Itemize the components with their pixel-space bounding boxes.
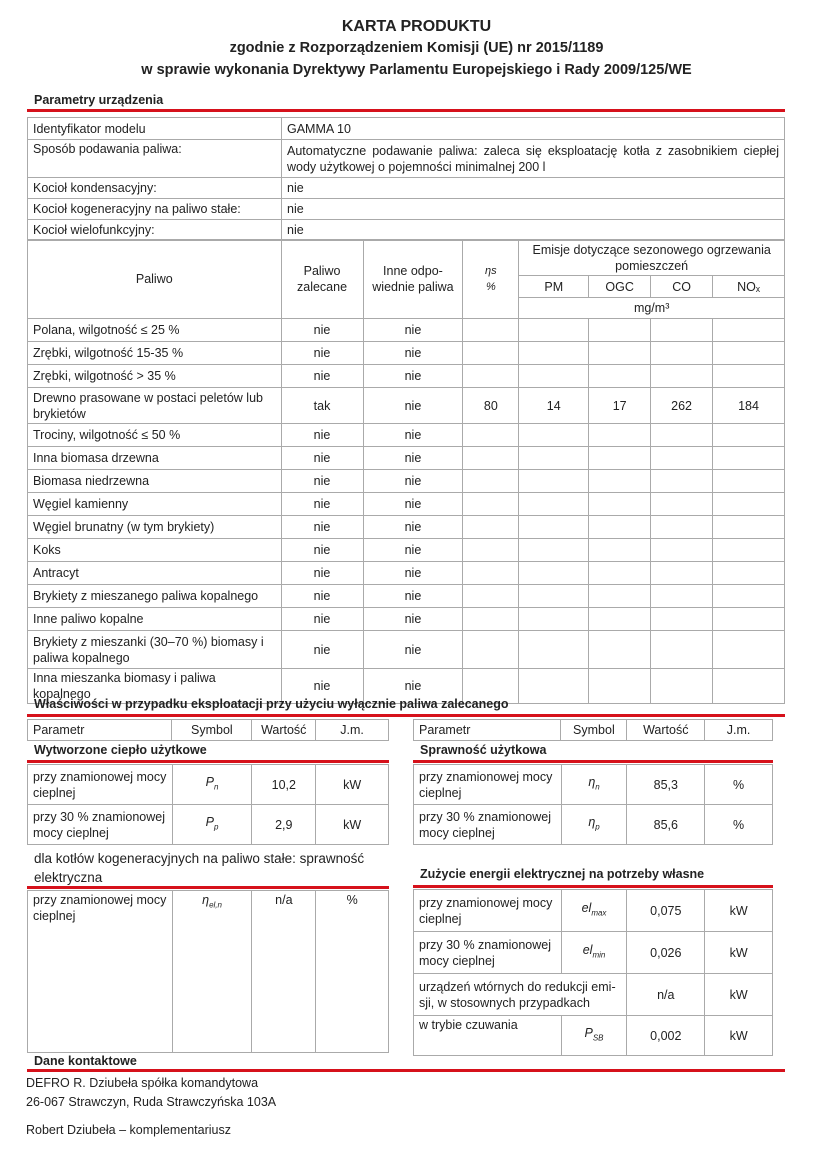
fuel-pm [519,424,589,447]
fuel-eta [463,424,519,447]
fuel-nox [713,669,785,704]
symbol-main: el [582,942,593,957]
row-value: 0,026 [627,932,705,974]
section-divider [413,760,773,763]
fuel-recommended: nie [281,365,363,388]
fuel-row [28,539,785,562]
fuel-name: Węgiel brunatny (w tym brykiety) [28,516,282,539]
fuel-other-suitable: nie [363,424,463,447]
row-symbol [561,1016,627,1056]
row-param: przy znamionowej mocy cieplnej [414,890,562,932]
table-row [28,805,389,845]
fuel-pm [519,470,589,493]
fuel-ogc [589,447,651,470]
params-row [28,118,785,140]
cogen-heading: dla kotłów kogeneracyjnych na paliwo stałe: sprawność elektryczna [34,851,365,885]
fuel-other-suitable: nie [363,631,463,669]
params-row [28,199,785,220]
row-value: n/a [252,891,316,1053]
row-symbol [561,890,627,932]
fuel-recommended: nie [281,319,363,342]
row-unit: % [705,765,773,805]
param-label: Kocioł kondensacyjny: [28,178,282,199]
col-header-symbol: Symbol [172,720,252,741]
row-param: przy znamionowej mocy cieplnej [28,891,173,1053]
fuel-name: Brykiety z mieszanego paliwa kopalnego [28,585,282,608]
props-header-row [414,720,773,741]
fuel-ogc [589,365,651,388]
param-value: Automatyczne podawanie paliwa: zaleca się eksploatację kotła z zasobnikiem ciepłej wody użytkowej o pojemności minimalnej 200 l [282,140,785,178]
param-label: Kocioł wielofunkcyjny: [28,220,282,241]
param-value: GAMMA 10 [282,118,785,140]
params-row [28,140,785,178]
fuel-name: Węgiel kamienny [28,493,282,516]
fuel-nox [713,447,785,470]
fuel-ogc [589,631,651,669]
row-unit: kW [316,805,389,845]
fuel-nox [713,631,785,669]
fuel-other-suitable: nie [363,365,463,388]
col-header-value: Wartość [252,720,316,741]
fuel-nox [713,539,785,562]
fuel-co [651,669,713,704]
fuel-pm: 14 [519,388,589,424]
fuel-table-header-row [28,240,785,276]
fuel-other-suitable: nie [363,388,463,424]
col-header-ogc: OGC [589,276,651,298]
col-header-param: Parametr [414,720,561,741]
symbol-sub: p [213,822,219,832]
fuel-recommended: nie [281,562,363,585]
eta-symbol: ηs [485,265,497,277]
fuel-pm [519,447,589,470]
fuel-row [28,388,785,424]
fuel-row [28,585,785,608]
fuel-pm [519,608,589,631]
fuel-co [651,447,713,470]
electricity-rows [413,889,773,1056]
fuel-eta [463,516,519,539]
section-divider [27,1069,785,1072]
fuel-eta [463,365,519,388]
col-header-eta [463,240,519,319]
electricity-heading: Zużycie energii elektrycznej na potrzeby własne [420,867,705,881]
fuel-ogc [589,562,651,585]
symbol-main: P [584,1025,593,1040]
col-header-other: Inne odpo-wiednie paliwa [363,240,463,319]
row-value: 0,002 [627,1016,705,1056]
fuel-row [28,342,785,365]
fuel-pm [519,319,589,342]
fuel-pm [519,669,589,704]
fuel-nox [713,424,785,447]
fuel-ogc [589,319,651,342]
fuel-row [28,470,785,493]
table-row [414,805,773,845]
fuel-co [651,631,713,669]
col-header-unit: J.m. [316,720,389,741]
row-symbol [172,805,252,845]
row-value: n/a [627,974,705,1016]
row-value: 85,3 [627,765,705,805]
symbol-sub: min [592,950,606,960]
contact-person: Robert Dziubeła – komplementariusz [26,1123,231,1137]
params-table [27,117,785,241]
fuel-other-suitable: nie [363,470,463,493]
table-row [414,932,773,974]
row-param: przy 30 % znamionowej mocy cieplnej [414,932,562,974]
section-divider [27,760,389,763]
fuel-nox [713,585,785,608]
fuel-row [28,447,785,470]
fuel-row [28,516,785,539]
symbol-main: η [202,893,210,907]
fuel-name: Zrębki, wilgotność 15-35 % [28,342,282,365]
table-row [414,974,773,1016]
fuel-row [28,365,785,388]
heat-output-heading: Wytworzone ciepło użytkowe [34,743,207,757]
table-row [28,891,389,1053]
fuel-eta [463,585,519,608]
fuel-ogc [589,669,651,704]
fuel-recommended: nie [281,342,363,365]
fuel-ogc: 17 [589,388,651,424]
contact-address: 26-067 Strawczyn, Ruda Strawczyńska 103A [26,1095,277,1109]
row-value: 0,075 [627,890,705,932]
col-header-symbol: Symbol [561,720,627,741]
fuel-co [651,516,713,539]
row-symbol [561,765,627,805]
fuel-co [651,493,713,516]
fuel-name: Drewno prasowane w postaci peletów lub brykietów [28,388,282,424]
symbol-sub: p [595,822,600,832]
symbol-sub: max [591,908,607,918]
fuel-recommended: tak [281,388,363,424]
fuel-pm [519,585,589,608]
row-value: 85,6 [627,805,705,845]
row-value: 10,2 [252,765,316,805]
fuel-ogc [589,493,651,516]
row-symbol [561,932,627,974]
fuel-eta: 80 [463,388,519,424]
row-symbol [561,805,627,845]
row-param: przy znamionowej mocy cieplnej [28,765,173,805]
fuel-recommended: nie [281,669,363,704]
page-subtitle-directive: w sprawie wykonania Dyrektywy Parlamentu Europejskiego i Rady 2009/125/WE [141,62,692,78]
row-param: w trybie czuwania [414,1016,562,1056]
fuel-co: 262 [651,388,713,424]
fuel-nox [713,365,785,388]
props-header-row [28,720,389,741]
fuel-nox [713,608,785,631]
fuel-recommended: nie [281,424,363,447]
param-label: Sposób podawania paliwa: [28,140,282,178]
col-header-recommended: Paliwo zalecane [281,240,363,319]
fuel-pm [519,562,589,585]
fuel-nox [713,562,785,585]
row-unit: % [705,805,773,845]
fuel-row [28,608,785,631]
param-value: nie [282,199,785,220]
fuel-row [28,319,785,342]
fuel-ogc [589,539,651,562]
fuel-table [27,239,785,704]
fuel-eta [463,470,519,493]
fuel-recommended: nie [281,516,363,539]
fuel-ogc [589,342,651,365]
col-header-pm: PM [519,276,589,298]
row-param: przy znamionowej mocy cieplnej [414,765,562,805]
fuel-co [651,562,713,585]
fuel-pm [519,516,589,539]
fuel-recommended: nie [281,631,363,669]
fuel-eta [463,539,519,562]
fuel-eta [463,447,519,470]
symbol-main: P [205,814,214,829]
fuel-row [28,493,785,516]
fuel-nox [713,470,785,493]
fuel-row [28,424,785,447]
fuel-nox [713,342,785,365]
table-row [414,890,773,932]
fuel-recommended: nie [281,470,363,493]
fuel-recommended: nie [281,493,363,516]
fuel-ogc [589,585,651,608]
row-unit: kW [705,932,773,974]
fuel-name: Brykiety z mieszanki (30–70 %) biomasy i paliwa kopalnego [28,631,282,669]
params-row [28,178,785,199]
fuel-eta [463,493,519,516]
col-header-fuel: Paliwo [28,240,282,319]
row-unit: % [316,891,389,1053]
symbol-sub: n [213,782,219,792]
row-symbol [172,765,252,805]
fuel-nox [713,516,785,539]
efficiency-header-table [413,719,773,741]
page-subtitle-regulation: zgodnie z Rozporządzeniem Komisji (UE) nr 2015/1189 [229,40,604,56]
fuel-other-suitable: nie [363,447,463,470]
fuel-name: Trociny, wilgotność ≤ 50 % [28,424,282,447]
fuel-name: Zrębki, wilgotność > 35 % [28,365,282,388]
fuel-co [651,424,713,447]
section-heading-properties: Właściwości w przypadku eksploatacji przy użyciu wyłącznie paliwa zalecanego [34,697,509,711]
fuel-name: Inna mieszanka biomasy i paliwa kopalnego [28,669,282,704]
col-header-unit: J.m. [705,720,773,741]
symbol-sub: el,n [209,900,222,910]
row-symbol [172,891,252,1053]
row-param: urządzeń wtórnych do redukcji emi-sji, w stosownych przypadkach [414,974,627,1016]
heat-output-table [27,719,389,741]
fuel-name: Koks [28,539,282,562]
fuel-co [651,342,713,365]
fuel-eta [463,631,519,669]
fuel-co [651,365,713,388]
symbol-sub: SB [592,1033,604,1043]
section-divider [27,109,785,112]
fuel-pm [519,539,589,562]
section-divider [413,885,773,888]
col-header-param: Parametr [28,720,172,741]
fuel-eta [463,562,519,585]
fuel-name: Inne paliwo kopalne [28,608,282,631]
fuel-other-suitable: nie [363,493,463,516]
symbol-main: η [588,774,596,789]
contact-company: DEFRO R. Dziubeła spółka komandytowa [26,1076,259,1090]
fuel-pm [519,342,589,365]
efficiency-heading: Sprawność użytkowa [420,743,547,757]
cogen-table [27,890,389,1053]
fuel-other-suitable: nie [363,539,463,562]
fuel-row [28,562,785,585]
section-heading-parameters: Parametry urządzenia [34,93,164,107]
fuel-eta [463,608,519,631]
param-label: Kocioł kogeneracyjny na paliwo stałe: [28,199,282,220]
efficiency-rows [413,764,773,845]
symbol-main: el [581,900,592,915]
row-unit: kW [705,890,773,932]
row-unit: kW [705,974,773,1016]
row-unit: kW [316,765,389,805]
fuel-eta [463,319,519,342]
fuel-other-suitable: nie [363,608,463,631]
col-header-emissions: Emisje dotyczące sezonowego ogrzewania pomieszczeń [519,240,785,276]
table-row [414,1016,773,1056]
fuel-ogc [589,424,651,447]
col-header-nox: NOₓ [713,276,785,298]
fuel-nox [713,319,785,342]
fuel-other-suitable: nie [363,585,463,608]
fuel-co [651,608,713,631]
fuel-co [651,470,713,493]
table-row [28,765,389,805]
symbol-main: P [205,774,214,789]
fuel-other-suitable: nie [363,516,463,539]
fuel-eta [463,342,519,365]
symbol-sub: n [595,782,600,792]
row-param: przy 30 % znamionowej mocy cieplnej [28,805,173,845]
table-row [414,765,773,805]
col-header-value: Wartość [627,720,705,741]
fuel-name: Biomasa niedrzewna [28,470,282,493]
param-value: nie [282,178,785,199]
fuel-ogc [589,516,651,539]
fuel-nox [713,493,785,516]
fuel-co [651,319,713,342]
fuel-recommended: nie [281,539,363,562]
row-unit: kW [705,1016,773,1056]
row-value: 2,9 [252,805,316,845]
fuel-other-suitable: nie [363,562,463,585]
col-header-co: CO [651,276,713,298]
fuel-pm [519,493,589,516]
param-label: Identyfikator modelu [28,118,282,140]
eta-unit: % [485,281,496,293]
symbol-main: η [588,814,596,829]
fuel-ogc [589,470,651,493]
param-value: nie [282,220,785,241]
row-param: przy 30 % znamionowej mocy cieplnej [414,805,562,845]
fuel-other-suitable: nie [363,342,463,365]
fuel-recommended: nie [281,608,363,631]
fuel-recommended: nie [281,447,363,470]
params-row [28,220,785,241]
fuel-name: Inna biomasa drzewna [28,447,282,470]
fuel-recommended: nie [281,585,363,608]
fuel-pm [519,631,589,669]
page-title: KARTA PRODUKTU [341,18,492,35]
fuel-ogc [589,608,651,631]
section-divider [27,886,389,889]
fuel-name: Polana, wilgotność ≤ 25 % [28,319,282,342]
fuel-nox: 184 [713,388,785,424]
fuel-co [651,539,713,562]
section-heading-contact: Dane kontaktowe [34,1054,137,1068]
fuel-co [651,585,713,608]
heat-output-rows [27,764,389,845]
fuel-row [28,631,785,669]
fuel-pm [519,365,589,388]
fuel-other-suitable: nie [363,319,463,342]
section-divider [27,714,785,717]
fuel-other-suitable: nie [363,669,463,704]
fuel-name: Antracyt [28,562,282,585]
emissions-unit: mg/m³ [519,298,785,319]
